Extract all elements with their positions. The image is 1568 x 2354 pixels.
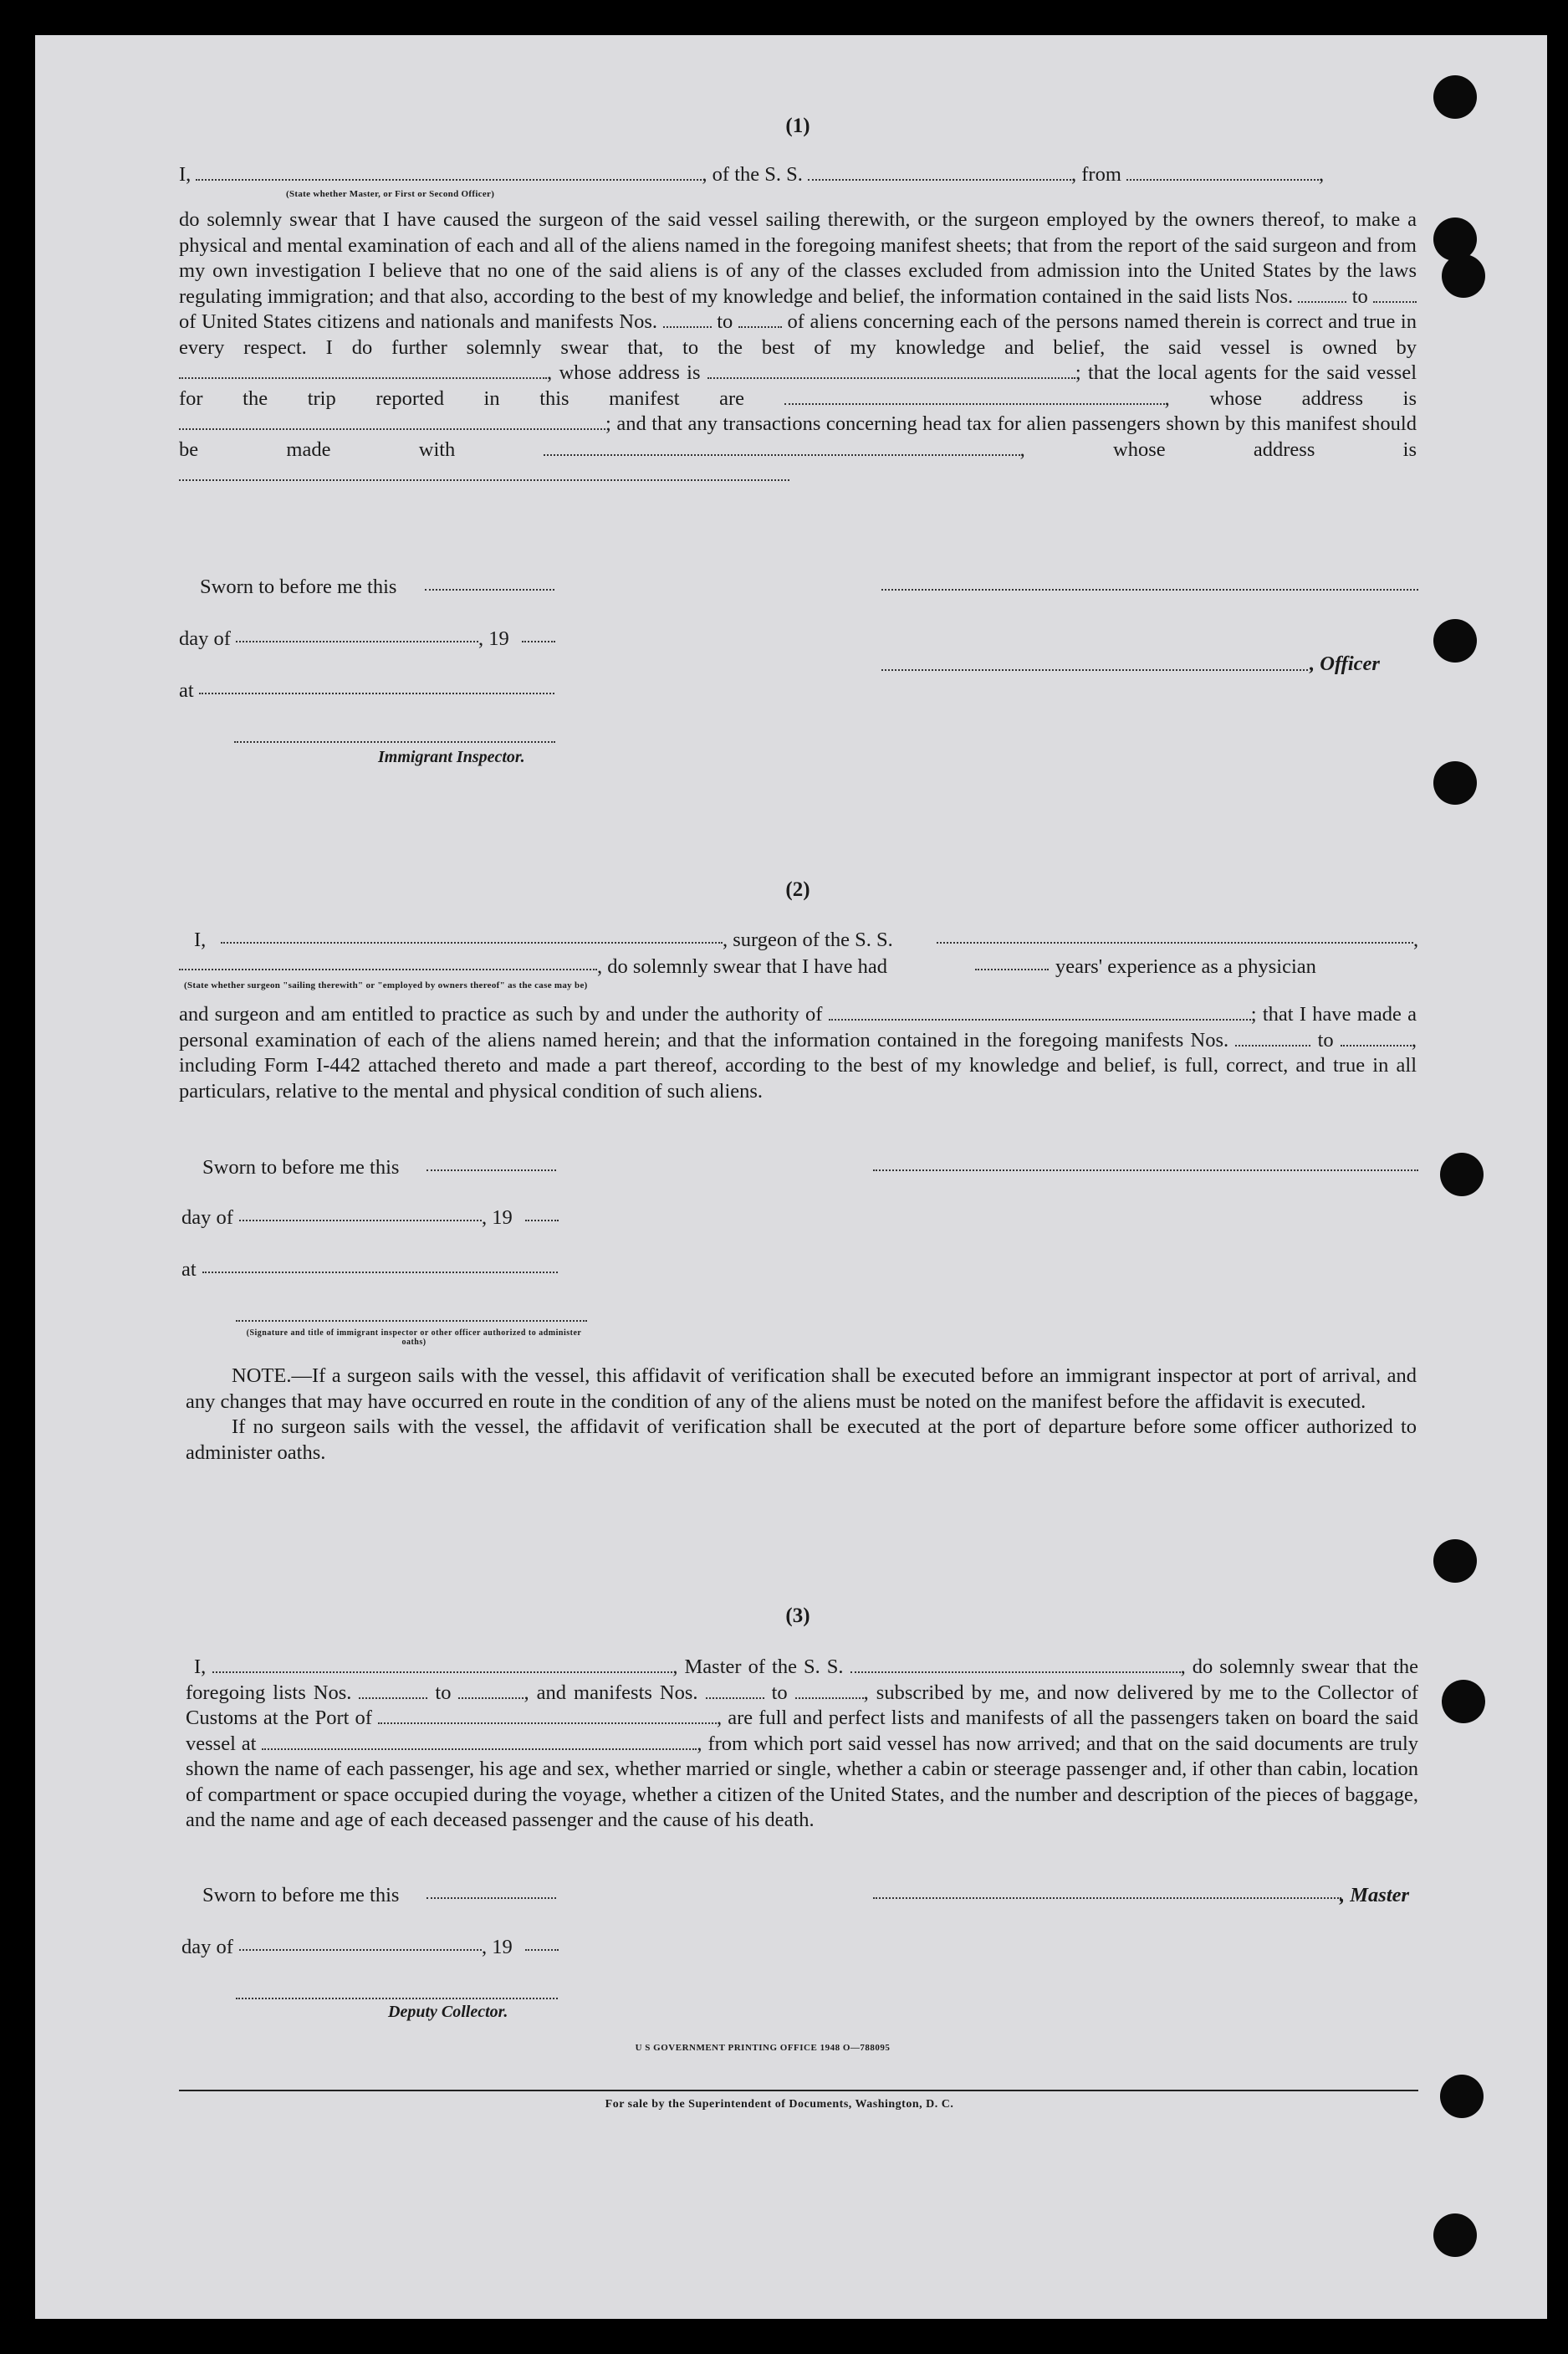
at-label-2: at (181, 1258, 197, 1281)
punch-hole (1433, 217, 1477, 261)
section-3-body: I, , Master of the S. S. , do solemnly swear that the foregoing lists Nos. to , and manifests Nos. to , subscribed by me, and now delivered by me to the Collector of Customs at the Port of , are full and perfect lists and manifests of all the passengers taken on board the said vessel at , from which port said vessel has now arrived; and that on the said documents are truly shown the name of each passenger, his age and sex, whether married or single, whether a cabin or steerage passenger and, if other than cabin, location of compartment or space occupied during the voyage, whether a citizen of the United States, and the number and description of the pieces of baggage, and the name and age of each deceased passenger and the cause of his death. (186, 1655, 1419, 1831)
note-paragraph-1: NOTE.—If a surgeon sails with the vessel, this affidavit of verification shall be executed before an immigrant inspector at port of arrival, and any changes that may have occurred en route in the condition of any of the aliens must be noted on the manifest before the affidavit is executed. (186, 1364, 1417, 1413)
section-1-line1: I, , of the S. S. , from , (179, 163, 1325, 186)
agents-field[interactable] (784, 386, 1165, 405)
year-label-1: , 19 (478, 627, 509, 650)
year-field-3[interactable] (525, 1949, 559, 1951)
section-2-i: I, (194, 929, 207, 951)
officer-title-field[interactable] (881, 669, 1308, 671)
day-of-label-1: day of (179, 627, 231, 650)
section-1-text-a: do solemnly swear that I have caused the surgeon of the said vessel sailing therewith, or the surgeon employed by the owners thereof, to make a physical and mental examination of each and all of the aliens named in the foregoing manifest sheets; that from the report of the said surgeon and from my own investigation I believe that no one of the said aliens is of any of the classes excluded from admission into the United States by the laws regulating immigration; and that also, according to the best of my knowledge and belief, the information contained in the said lists Nos. (179, 208, 1417, 308)
officer-label: , Officer (1310, 652, 1380, 675)
surgeon-note: (State whether surgeon "sailing therewith" or "employed by owners thereof" as the case may be) (184, 980, 588, 990)
deputy-collector-label: Deputy Collector. (388, 2003, 508, 2021)
from-port-field[interactable] (1126, 162, 1319, 181)
section-3-text: port said vessel has now arrived; and that on the said documents are truly shown the name of each passenger, his age and sex, whether married or single, whether a cabin or steerage passenger and, if other than cabin, location of compartment or space occupied during the voyage, whether a citizen of the United States, and the number and description of the pieces of baggage, and the name and age of each deceased passenger and the cause of his death. (186, 1732, 1419, 1831)
owner-field[interactable] (179, 361, 547, 379)
sworn-label-1: Sworn to before me this (200, 576, 397, 598)
head-tax-address-field[interactable] (179, 463, 789, 481)
collector-signature-field[interactable] (236, 1998, 558, 1999)
surgeon-vessel-field[interactable] (937, 942, 1413, 944)
year-field-2[interactable] (525, 1220, 559, 1221)
head-tax-field[interactable] (544, 438, 1020, 456)
day-of-label-3: day of (181, 1936, 233, 1958)
sworn-date-field-3[interactable] (426, 1897, 556, 1899)
punch-hole (1433, 2213, 1477, 2257)
note-paragraph-2: If no surgeon sails with the vessel, the affidavit of verification shall be executed at the port of departure before some officer authorized to administer oaths. (186, 1415, 1417, 1464)
lists-from-field[interactable] (1298, 284, 1346, 303)
officer-note: (State whether Master, or First or Second Officer) (286, 189, 495, 199)
sworn-label-2: Sworn to before me this (202, 1156, 400, 1179)
officer-name-field[interactable] (196, 162, 702, 181)
surgeon-name-field[interactable] (221, 942, 723, 944)
master-lists-to-field[interactable] (458, 1681, 524, 1699)
section-1-text-c: of aliens concerning each of the persons named therein is correct and true in every respect. I do further solemnly swear that, to the best of my knowledge and belief, the said vessel is owned by (179, 310, 1417, 359)
master-manifests-from-field[interactable] (706, 1681, 764, 1699)
section-1-body: do solemnly swear that I have caused the surgeon of the said vessel sailing therewith, or the surgeon employed by the owners thereof, to make a physical and mental examination of each and all of the aliens named in the foregoing manifest sheets; that from the report of the said surgeon and from my own investigation I believe that no one of the said aliens is of any of the classes excluded from admission into the United States by the laws regulating immigration; and that also, according to the best of my knowledge and belief, the information contained in the said lists Nos. to of United States citizens and nationals and manifests Nos. to of aliens concerning each of the persons named therein is correct and true in every respect. I do further solemnly swear that, to the best of my knowledge and belief, the said vessel is owned by , whose address is ; that the local agents for the said vessel for the trip reported in this manifest are , whose address is ; and that any transactions concerning head tax for alien passengers shown by this manifest should be made with , whose address is (179, 207, 1417, 489)
surgeon-signature-field[interactable] (873, 1169, 1418, 1171)
authority-field[interactable] (829, 1002, 1251, 1021)
year-field-1[interactable] (522, 641, 555, 642)
sworn-date-field-2[interactable] (426, 1169, 556, 1171)
master-manifests-to-field[interactable] (795, 1681, 864, 1699)
vessel-name-field[interactable] (808, 162, 1071, 181)
section-2-heading: (2) (785, 878, 810, 901)
port-field[interactable] (378, 1706, 717, 1724)
manifests-to-field[interactable] (738, 310, 782, 328)
at-label-1: at (179, 679, 194, 702)
section-3-heading: (3) (785, 1604, 810, 1627)
at-field-2[interactable] (202, 1272, 558, 1273)
note-block (186, 1364, 1417, 1466)
punch-hole (1433, 761, 1477, 805)
surgeon-of-label: , surgeon of the S. S. (723, 929, 893, 951)
punch-hole (1433, 619, 1477, 663)
section-2-body: and surgeon and am entitled to practice as such by and under the authority of ; that I have made a personal examination of each of the aliens named herein; and that the information contained in the foregoing manifests Nos. to , including Form I-442 attached thereto and made a part thereof, according to the best of my knowledge and belief, is full, correct, and true in all particulars, relative to the mental and physical condition of such aliens. (179, 1003, 1417, 1103)
master-lists-from-field[interactable] (359, 1681, 427, 1699)
sale-note: For sale by the Superintendent of Documents, Washington, D. C. (605, 2098, 954, 2111)
day-of-field-3[interactable] (239, 1949, 482, 1951)
surgeon-status-field[interactable] (179, 969, 597, 970)
form-page: (1) I, , of the S. S. , from , (State whether Master, or First or Second Officer) do solemnly swear that I have caused the surgeon of the said vessel sailing therewith, or the surgeon employed by the owners thereof, to make a physical and mental examination of each and all of the aliens named in the foregoing manifest sheets; that from the report of the said surgeon and from my own investigation I believe that no one of the said aliens is of any of the classes excluded from admission into the United States by the laws regulating immigration; and that also, according to the best of my knowledge and belief, the information contained in the said lists Nos. to of United States citizens and nationals and manifests Nos. to of aliens concerning each of the persons named therein is correct and true in every respect. I do further solemnly swear that, to the best of my knowledge and belief, the said vessel is owned by , whose address is ; that the local agents for the said vessel for the trip reported in this manifest are , whose address is ; and that any transactions concerning head tax for alien passengers shown by this manifest should be made with , whose address is Sworn to before me this day of , 19 , Officer at Immigrant Inspector. (2) I, , surgeon of the S. S. , , do solemnly swear that I have had years' experience as a physician (State whether surgeon "sailing therewith" or "employed by owners thereof" as the case may be) and surgeon and am entitled to practice as such by and under the authority of ; that I have made a personal examination of each of the aliens named herein; and that the information contained in the foregoing manifests Nos. to , including Form I-442 attached thereto and made a part thereof, according to the best of my knowledge and belief, is full, correct, and true in all particulars, relative to the mental and physical condition of such aliens. Sworn to before me this day of , 19 at (Signature and title of immigrant inspector or other officer authorized to administer oaths) NOTE.—If a surgeon sails with the vessel, this affidavit of verification shall be executed before an immigrant inspector at port of arrival, and any changes that may have occurred en route in the condition of any of the aliens must be noted on the manifest before the affidavit is executed. If no surgeon sails with the vessel, the affidavit of verification shall be executed at the port of departure before some officer authorized to administer oaths. (3) I, , Master of the S. S. , do solemnly swear that the foregoing lists Nos. to , and manifests Nos. to , subscribed by me, and now delivered by me to the Collector of Customs at the Port of , are full and perfect lists and manifests of all the passengers taken on board the said vessel at , from which port said vessel has now arrived; and that on the said documents are truly shown the name of each passenger, his age and sex, whether married or single, whether a cabin or steerage passenger and, if other than cabin, location of compartment or space occupied during the voyage, whether a citizen of the United States, and the number and description of the pieces of baggage, and the name and age of each deceased passenger and the cause of his death. Sworn to before me this , Master day of , 19 Deputy Collector. U S GOVERNMENT PRINTING OFFICE 1948 O—788095 For sale by the Superintendent of Documents, Washington, D. C. (35, 35, 1547, 2319)
section-1-text-d: that the local agents for the said vessel for the trip reported in this manifest are (179, 361, 1417, 410)
lists-to-field[interactable] (1373, 284, 1417, 303)
day-of-field-2[interactable] (239, 1220, 482, 1221)
manifests-from-field[interactable] (663, 310, 712, 328)
years-label: years' experience as a physician (1055, 955, 1316, 978)
embark-port-field[interactable] (262, 1732, 697, 1750)
year-label-3: , 19 (482, 1936, 513, 1958)
master-name-field[interactable] (212, 1655, 672, 1673)
punch-hole (1440, 1153, 1484, 1196)
inspector-signature-field-2[interactable] (236, 1320, 587, 1322)
punch-hole (1442, 1680, 1485, 1723)
sworn-label-3: Sworn to before me this (202, 1884, 400, 1906)
sworn-date-field-1[interactable] (425, 589, 554, 591)
section-1-affidavit (179, 162, 1417, 188)
punch-hole (1433, 1539, 1477, 1583)
surgeon-manifests-to-field[interactable] (1341, 1028, 1412, 1047)
signature-note: (Signature and title of immigrant inspector or other officer authorized to administer oaths) (246, 1328, 582, 1347)
immigrant-inspector-label: Immigrant Inspector. (378, 748, 525, 766)
swear-label: , do solemnly swear that I have had (597, 955, 887, 978)
owner-address-field[interactable] (707, 361, 1075, 379)
footer-rule (179, 2090, 1418, 2091)
section-1-heading: (1) (785, 115, 810, 137)
day-of-label-2: day of (181, 1206, 233, 1229)
master-vessel-field[interactable] (850, 1655, 1181, 1673)
surgeon-manifests-from-field[interactable] (1235, 1028, 1310, 1047)
punch-hole (1440, 2075, 1484, 2118)
master-label: , Master (1340, 1884, 1410, 1906)
years-field[interactable] (975, 969, 1049, 970)
section-2-text-a: that I have made a personal examination of each of the aliens named herein; and that the information contained in the foregoing manifests Nos. (179, 1003, 1417, 1052)
section-1-text-e: ; and that any transactions concerning head tax for alien passengers shown by this manifest should be made with (179, 412, 1417, 461)
printing-office-note: U S GOVERNMENT PRINTING OFFICE 1948 O—788095 (635, 2043, 891, 2053)
master-signature-field[interactable] (873, 1897, 1341, 1899)
section-2-text-b: , including Form I-442 attached thereto and made a part thereof, according to the best of my knowledge and belief, is full, correct, and true in all particulars, relative to the mental and physical condition of such aliens. (179, 1028, 1417, 1103)
agents-address-field[interactable] (179, 412, 605, 430)
officer-signature-field[interactable] (881, 589, 1418, 591)
year-label-2: , 19 (482, 1206, 513, 1229)
section-1-text-b: of United States citizens and nationals and manifests Nos. (179, 310, 657, 333)
day-of-field-1[interactable] (236, 641, 478, 642)
punch-hole (1442, 254, 1485, 298)
at-field-1[interactable] (199, 693, 554, 694)
punch-hole (1433, 75, 1477, 119)
inspector-signature-field[interactable] (234, 741, 555, 743)
